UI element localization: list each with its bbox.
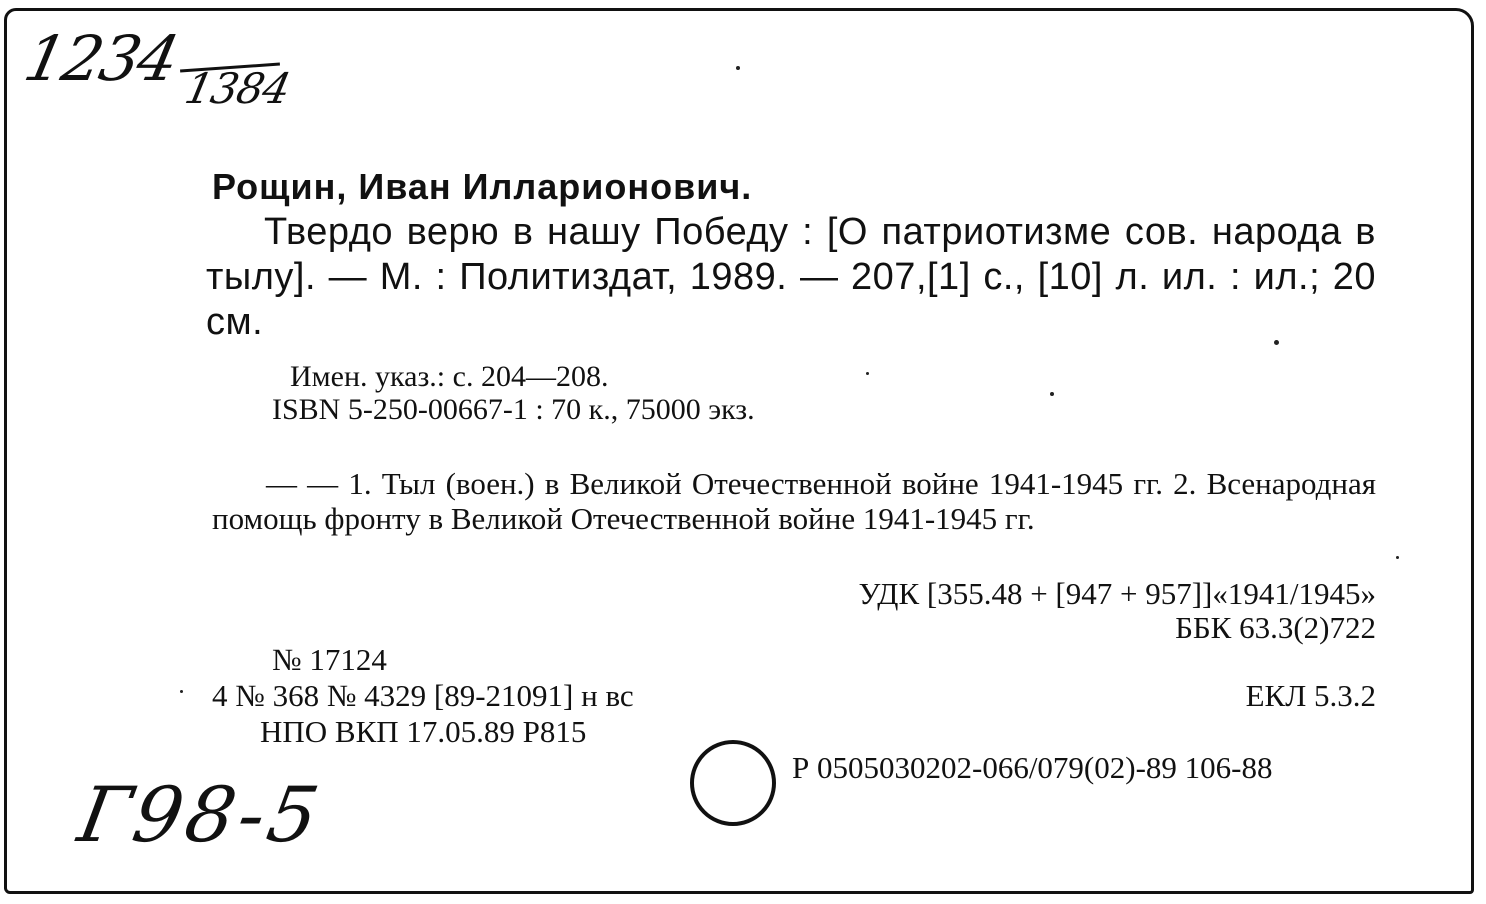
registration-number: № 17124 (272, 642, 387, 677)
author-heading: Рощин, Иван Илларионович. (212, 166, 753, 207)
subject-headings: — — 1. Тыл (воен.) в Великой Отечественной войне 1941-1945 гг. 2. Всенародная помощь фронту в Великой Отечественной войне 1941-1945 гг. (212, 466, 1376, 536)
shelf-mark: Г98-5 (72, 770, 329, 859)
name-index-note: Имен. указ.: с. 204—208. (290, 360, 609, 393)
speck (180, 690, 183, 693)
udc-code: УДК [355.48 + [947 + 957]]«1941/1945» (858, 576, 1376, 611)
npo-line: НПО ВКП 17.05.89 Р815 (260, 714, 587, 749)
speck (736, 66, 740, 70)
ekl-code: ЕКЛ 5.3.2 (1245, 678, 1376, 713)
isbn-line: ISBN 5-250-00667-1 : 70 к., 75000 экз. (272, 393, 755, 426)
inventory-sub-number: 1384 (180, 64, 295, 113)
publisher-index-code: Р 0505030202-066/079(02)-89 106-88 (792, 750, 1273, 785)
speck (1274, 340, 1279, 345)
speck (866, 372, 869, 375)
bbk-code: ББК 63.3(2)722 (1175, 610, 1376, 645)
notes-block (272, 360, 755, 426)
speck (1396, 556, 1399, 559)
title-description: Твердо верю в нашу Победу : [О патриотизме сов. народа в тылу]. — М. : Политиздат, 1989. — 207,[1] с., [10] л. ил. : ил.; 20 см. (206, 211, 1376, 343)
order-line: 4 № 368 № 4329 [89-21091] н вс (212, 678, 634, 713)
circle-mark (690, 740, 776, 826)
speck (1050, 392, 1054, 396)
inventory-number: 1234 (18, 22, 184, 95)
